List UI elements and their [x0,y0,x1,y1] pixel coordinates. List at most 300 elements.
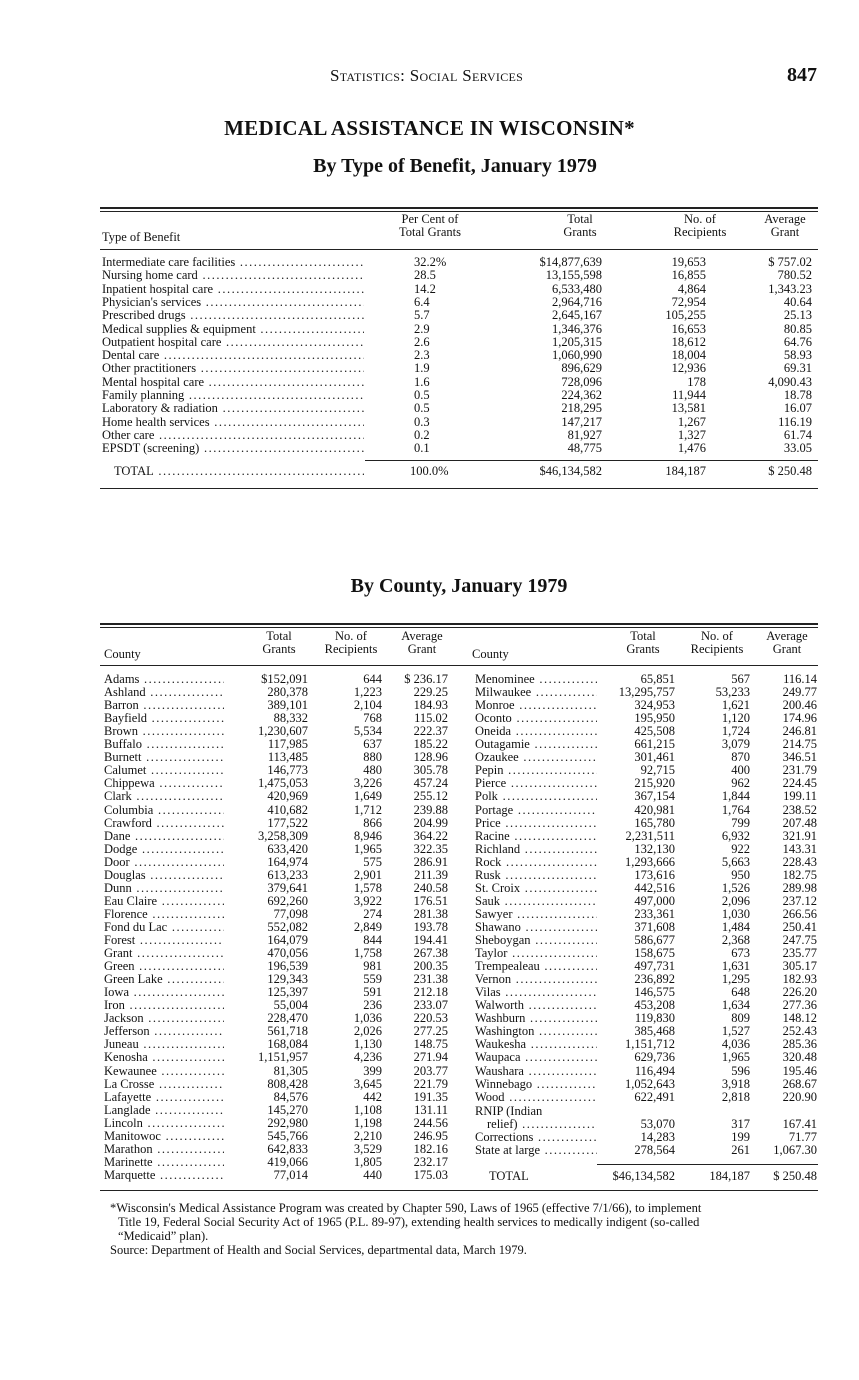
col-recipients [655,213,745,239]
benefit-average-grant: 33.05 [783,441,812,456]
county-average-grant: 289.98 [782,880,817,895]
county-row [104,1051,454,1064]
county-average-grant: 176.51 [413,893,448,908]
county-total-grants: 65,851 [640,672,675,686]
county-average-grant: 222.37 [413,724,448,739]
county-table-bottom-rule [100,1190,818,1191]
benefit-average-grant: 80.85 [783,321,812,336]
county-name: Pepin ..... [475,764,597,777]
county-row [475,908,820,921]
county-name: Calumet ..... [104,764,224,777]
county-average-grant: 238.52 [782,802,817,817]
county-row [475,725,820,738]
benefit-row [100,309,818,322]
benefit-row [100,402,818,415]
county-name: Kewaunee ..... [104,1065,224,1078]
county-total-grants: 215,920 [634,776,675,791]
county-total-grants: 3,258,309 [258,828,308,843]
county-recipients: 274 [363,906,382,921]
county-name: Clark ..... [104,790,224,803]
county-row [104,1104,454,1117]
county-average-grant: 244.56 [413,1115,448,1130]
col-type-of-benefit: Type of Benefit [102,230,181,244]
col-percent-line2: Total Grants [399,225,461,239]
benefit-recipients: 4,864 [677,281,706,296]
county-total-grants: 173,616 [634,867,675,882]
county-row [104,1038,454,1051]
county-name: Douglas ..... [104,869,224,882]
county-name: Ozaukee ..... [475,751,597,764]
county-total-grants: 1,052,643 [625,1076,675,1091]
col-recip-left-line1: No. of [335,629,367,643]
county-recipients: 2,849 [353,919,382,934]
county-average-grant: 252.43 [782,1024,817,1039]
benefit-total-grants: 48,775 [567,441,602,456]
county-total-label: TOTAL [489,1169,529,1183]
benefit-total-grants: 13,155,598 [545,268,602,283]
county-recipients: 768 [363,711,382,726]
county-recipients: 2,096 [721,893,750,908]
benefit-row [100,362,818,375]
county-name: Rusk ..... [475,869,597,882]
county-recipients: 8,946 [353,828,382,843]
county-recipients: 559 [363,972,382,987]
county-row [104,1143,454,1156]
benefit-average-grant: 1,343.23 [768,281,812,296]
col-average-line2: Grant [770,225,800,239]
benefit-recipients: 13,581 [671,401,706,416]
county-recipients: 981 [363,959,382,974]
county-recipients: 844 [363,933,382,947]
county-total-grants: 14,283 [640,1130,675,1144]
county-average-grant: 271.94 [413,1050,448,1065]
county-row [104,934,454,947]
county-average-grant: 199.11 [783,789,817,804]
county-average-grant: 116.14 [783,672,817,686]
county-total-grants: 164,974 [267,854,308,869]
county-average-grant: 224.45 [782,776,817,791]
county-recipients: 1,724 [721,724,750,739]
county-name: Dodge ..... [104,843,224,856]
county-name: Milwaukee ..... [475,686,597,699]
county-total-grants: 692,260 [267,893,308,908]
county-name: Winnebago ..... [475,1078,597,1091]
benefit-percent: 2.9 [414,321,430,336]
county-row [475,738,820,751]
county-row [475,830,820,843]
benefit-recipients: 18,004 [671,348,706,363]
county-row [104,908,454,921]
benefit-header-rule [100,249,818,250]
col-total-line2: Grants [563,225,597,239]
col-avg-right-line2: Grant [772,642,802,656]
county-total-grants: 165,780 [634,815,675,830]
benefit-average-grant: 780.52 [777,268,812,283]
county-total-grants: 125,397 [267,985,308,1000]
county-row [104,1156,454,1169]
county-average-grant: 268.67 [782,1076,817,1091]
county-recipients: 2,818 [721,1089,750,1104]
county-total-grants: 453,208 [634,998,675,1013]
benefit-total-grants: 224,362 [561,388,602,402]
county-recipients: 1,805 [353,1154,382,1169]
county-row [104,856,454,869]
county-recipients: 880 [363,750,382,765]
county-total-grants: 661,215 [634,737,675,752]
county-row [104,777,454,790]
county-total-grants: 2,231,511 [625,828,675,843]
county-recipients: 591 [363,985,382,1000]
county-row [104,764,454,777]
county-row [104,725,454,738]
county-recipients: 2,368 [721,933,750,947]
benefit-row [100,429,818,442]
county-row [104,790,454,803]
benefit-total-grants: $46,134,582 [539,464,602,478]
county-total-grants: 77,098 [273,906,308,921]
county-total-grants: 132,130 [634,841,675,856]
benefit-average-grant: 58.93 [783,348,812,363]
county-name: Green ..... [104,960,224,973]
county-recipients: 1,108 [353,1102,382,1117]
county-total-grants: 146,773 [267,763,308,778]
county-row [475,712,820,725]
county-total-grants: 420,969 [267,789,308,804]
col-recipients-line1: No. of [684,212,716,226]
county-average-grant: 175.03 [413,1167,448,1182]
benefit-average-grant: 69.31 [783,361,812,376]
benefit-total-grants: 147,217 [561,414,602,429]
county-name: Waupaca ..... [475,1051,597,1064]
county-name: Iron ..... [104,999,224,1012]
county-name: Marathon ..... [104,1143,224,1156]
county-name: Kenosha ..... [104,1051,224,1064]
county-name: Brown ..... [104,725,224,738]
county-row [104,1091,454,1104]
col-recip-right-line1: No. of [701,629,733,643]
county-recipients: 673 [731,946,750,961]
col-percent [375,213,485,239]
col-average-left [392,630,452,656]
county-average-grant: 305.17 [782,959,817,974]
benefit-row [100,269,818,282]
col-avg-right-line1: Average [766,629,808,643]
county-recipients: 1,527 [721,1024,750,1039]
county-name: Waukesha ..... [475,1038,597,1051]
county-name: Sawyer ..... [475,908,597,921]
county-total-grants: 301,461 [634,750,675,765]
county-name: Fond du Lac ..... [104,921,224,934]
county-total-grants: 622,491 [634,1089,675,1104]
county-average-grant: 174.96 [782,711,817,726]
county-total-grants: 146,575 [634,985,675,1000]
col-total-grants-left [248,630,310,656]
col-avg-left-line1: Average [401,629,443,643]
county-name: Walworth ..... [475,999,597,1012]
county-name: Forest ..... [104,934,224,947]
benefit-type: Outpatient hospital care ..... [102,336,364,349]
benefit-total-grants: 2,645,167 [552,308,602,323]
county-recipients: 1,844 [721,789,750,804]
county-average-grant: 246.81 [782,724,817,739]
county-total-grants: 233,361 [634,906,675,921]
county-name: Ashland ..... [104,686,224,699]
county-name: Barron ..... [104,699,224,712]
county-average-grant: 131.11 [414,1102,448,1117]
county-average-grant: 203.77 [413,1063,448,1078]
county-total-grants: 629,736 [634,1050,675,1065]
county-name: Jefferson ..... [104,1025,224,1038]
benefit-percent: 1.6 [414,374,430,389]
footnote-line2: Title 19, Federal Social Security Act of 1965 (P.L. 89-97), extending health services to medically indigent (so-called [118,1215,700,1229]
benefit-total-average: $ 250.48 [768,464,812,478]
county-name: St. Croix ..... [475,882,597,895]
county-name: Dane ..... [104,830,224,843]
col-average-line1: Average [764,212,806,226]
benefit-total-grants: 1,060,990 [552,348,602,363]
footnote-line1: *Wisconsin's Medical Assistance Program was created by Chapter 590, Laws of 1965 (effective 7/1/66), to implement [110,1201,702,1215]
county-row [104,712,454,725]
county-recipients: 950 [731,867,750,882]
benefit-type: Family planning ..... [102,389,364,402]
county-average-grant: 281.38 [413,906,448,921]
col-total-left-line2: Grants [262,642,296,656]
county-total-grants: 145,270 [267,1102,308,1117]
county-row [104,1130,454,1143]
benefit-row [100,376,818,389]
county-total-grants: 808,428 [267,1076,308,1091]
county-name: Marquette ..... [104,1169,224,1182]
benefit-average-grant: 40.64 [783,294,812,309]
benefit-subtitle: By Type of Benefit, January 1979 [313,155,597,177]
county-row [104,843,454,856]
benefit-percent: 14.2 [414,281,436,296]
county-name: Waushara ..... [475,1065,597,1078]
county-average-grant: 246.95 [413,1128,448,1143]
benefit-average-grant: 116.19 [778,414,812,429]
col-total-grants [530,213,630,239]
county-total-grants: 442,516 [634,880,675,895]
county-row [475,934,820,947]
county-average-grant: 148.12 [782,1011,817,1026]
county-row [475,960,820,973]
benefit-type: EPSDT (screening) ..... [102,442,364,455]
county-total-grants: 324,953 [634,698,675,713]
page-number: 847 [787,64,817,86]
county-total-grants: 292,980 [267,1115,308,1130]
benefit-recipients: 72,954 [671,294,706,309]
county-total-grants: 81,305 [273,1063,308,1078]
col-percent-line1: Per Cent of [401,212,459,226]
benefit-total-grants: $14,877,639 [539,255,602,269]
col-avg-left-line2: Grant [407,642,437,656]
county-row [104,686,454,699]
county-recipients: 1,036 [353,1011,382,1026]
county-name: Manitowoc ..... [104,1130,224,1143]
county-row [104,804,454,817]
col-county-right: County [472,647,509,661]
county-row [104,1078,454,1091]
county-total-grants: 236,892 [634,972,675,987]
county-recipients: 1,526 [721,880,750,895]
county-total-grants: 389,101 [267,698,308,713]
county-average-grant: 250.41 [782,919,817,934]
county-row [475,986,820,999]
county-recipients: 1,130 [353,1037,382,1052]
benefit-row [100,283,818,296]
county-average-grant: 200.35 [413,959,448,974]
benefit-percent: 28.5 [414,268,436,283]
benefit-row [100,416,818,429]
county-name: Burnett ..... [104,751,224,764]
county-recipients: 1,631 [721,959,750,974]
benefit-row [100,296,818,309]
county-row [104,830,454,843]
county-name: Menominee ..... [475,673,597,686]
county-row [475,1051,820,1064]
county-row [104,973,454,986]
benefit-total-recipients: 184,187 [665,464,706,478]
county-recipients: 5,663 [721,854,750,869]
county-average-grant: 193.78 [413,919,448,934]
county-row [475,751,820,764]
county-subtitle: By County, January 1979 [350,575,568,597]
county-average-grant: 194.41 [413,933,448,947]
benefit-type: Laboratory & radiation ..... [102,402,364,415]
county-recipients: 870 [731,750,750,765]
county-average-grant: 211.39 [414,867,448,882]
county-average-grant: 231.38 [413,972,448,987]
benefit-table-top-rule [100,207,818,209]
benefit-row [100,336,818,349]
benefit-percent: 0.2 [414,427,430,442]
county-total-grants: 425,508 [634,724,675,739]
col-recipients-right [680,630,754,656]
county-total-grants: 196,539 [267,959,308,974]
county-average-grant: 286.91 [413,854,448,869]
county-recipients: 440 [363,1167,382,1182]
benefit-average-grant: 18.78 [783,388,812,402]
benefit-row [100,389,818,402]
county-average-grant: 277.25 [413,1024,448,1039]
benefit-type: Intermediate care facilities ..... [102,256,364,269]
benefit-percent: 0.5 [414,388,430,402]
page-title: MEDICAL ASSISTANCE IN WISCONSIN* [224,116,635,140]
benefit-row [100,256,818,269]
county-name: Price ..... [475,817,597,830]
benefit-type: Medical supplies & equipment ..... [102,323,364,336]
county-total-grants: 419,066 [267,1154,308,1169]
county-total-grants: 177,522 [267,815,308,830]
county-total-grants: 613,233 [267,867,308,882]
county-row [475,1025,820,1038]
county-recipients: 53,233 [715,685,750,700]
benefit-type: Physician's services ..... [102,296,364,309]
benefit-total-grants: 896,629 [561,361,602,376]
county-name: Corrections ..... [475,1131,597,1144]
county-average-grant: 184.93 [413,698,448,713]
col-average-grant [755,213,815,239]
county-average-grant: 255.12 [413,789,448,804]
county-recipients: 1,965 [721,1050,750,1065]
benefit-percent: 0.1 [414,441,430,456]
county-row [475,673,820,686]
county-recipients: 1,223 [353,685,382,700]
county-average-grant: 195.46 [782,1063,817,1078]
county-average-grant: 212.18 [413,985,448,1000]
col-total-right-line1: Total [630,629,656,643]
col-county-left: County [104,647,141,661]
county-recipients: 1,578 [353,880,382,895]
rnip-recipients: 317 [731,1117,750,1131]
county-name: Chippewa ..... [104,777,224,790]
running-head-topic: Social Services [409,66,524,85]
county-average-grant: 71.77 [788,1130,817,1144]
county-average-grant: 247.75 [782,933,817,947]
county-name: Wood ..... [475,1091,597,1104]
county-average-grant: 233.07 [413,998,448,1013]
benefit-percent: 2.6 [414,334,430,349]
county-name: Rock ..... [475,856,597,869]
county-row [475,817,820,830]
county-row [475,1144,820,1157]
county-row [104,1025,454,1038]
county-name: Washington ..... [475,1025,597,1038]
county-row [475,1012,820,1025]
county-name: Columbia ..... [104,804,224,817]
county-average-grant: 321.91 [782,828,817,843]
col-total-right-line2: Grants [626,642,660,656]
county-total-grants: 420,981 [634,802,675,817]
county-total-row [475,1170,820,1183]
county-name: Trempealeau ..... [475,960,597,973]
county-recipients: 1,965 [353,841,382,856]
county-average-grant: 226.20 [782,985,817,1000]
county-name: Sheboygan ..... [475,934,597,947]
county-recipients: 1,649 [353,789,382,804]
rnip-average: 167.41 [782,1117,817,1131]
county-average-grant: 364.22 [413,828,448,843]
col-recip-left-line2: Recipients [324,642,378,656]
county-total-recipients: 184,187 [709,1169,750,1183]
benefit-average-grant: 25.13 [783,308,812,323]
county-total-grants: 1,230,607 [258,724,308,739]
county-name: Vernon ..... [475,973,597,986]
benefit-average-grant: 61.74 [783,427,812,442]
county-name: Florence ..... [104,908,224,921]
county-total-grants: 1,293,666 [625,854,675,869]
benefit-table-bottom-rule [100,488,818,489]
benefit-row [100,442,818,455]
benefit-percent: 5.7 [414,308,430,323]
benefit-recipients: 1,267 [677,414,706,429]
county-total-grants: 1,151,957 [258,1050,308,1065]
county-average-grant: 220.53 [413,1011,448,1026]
benefit-total-label: TOTAL ..... [114,465,364,478]
county-name: Portage ..... [475,804,597,817]
benefit-percent: 0.3 [414,414,430,429]
benefit-type: Prescribed drugs ..... [102,309,364,322]
county-row [475,699,820,712]
county-name: Door ..... [104,856,224,869]
county-recipients: 644 [363,672,382,686]
county-recipients: 4,036 [721,1037,750,1052]
county-recipients: 1,484 [721,919,750,934]
county-recipients: 3,922 [353,893,382,908]
benefit-row [100,349,818,362]
benefit-recipients: 12,936 [671,361,706,376]
county-row [104,738,454,751]
